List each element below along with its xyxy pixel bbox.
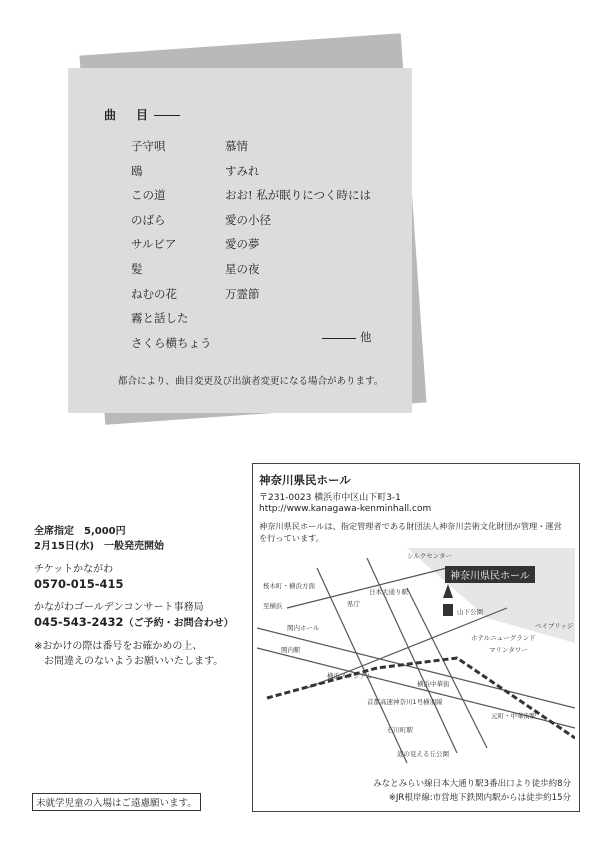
map-place: 関内ホール [287, 624, 320, 632]
program-heading [104, 106, 180, 123]
children-notice: 未就学児童の入場はご遠慮願います。 [32, 793, 201, 811]
map-place: 港の見える丘公園 [397, 750, 449, 758]
venue-description: 神奈川県民ホールは、指定管理者である財団法人神奈川芸術文化財団が管理・運営を行っています。 [259, 521, 562, 543]
song-title: のばら [131, 212, 166, 227]
venue-url[interactable]: http://www.kanagawa-kenminhall.com [259, 504, 432, 514]
map-place: 元町・中華街駅 [491, 712, 537, 720]
song-title: 星の夜 [225, 261, 260, 276]
map-place: 日本大通り駅 [369, 588, 408, 596]
song-title: サルビア [131, 237, 177, 252]
ticket-info [34, 524, 234, 669]
venue-map-label: 神奈川県民ホール [450, 571, 530, 582]
office-phone-note: （ご予約・お問合わせ） [123, 618, 234, 629]
access-info-1: みなとみらい線日本大通り駅3番出口より徒歩約8分 [373, 779, 571, 789]
map-place: ベイブリッジ [535, 622, 574, 630]
song-title: ねむの花 [131, 286, 177, 301]
venue-address: 〒231-0023 横浜市中区山下町3-1 [259, 493, 401, 503]
vendor-phone: 0570-015-415 [34, 577, 124, 591]
venue-marker [443, 604, 453, 616]
map-place: 桜木町・横浜方面 [263, 582, 315, 590]
ticket-price: 全席指定 5,000円 [34, 526, 126, 537]
song-title: 鴎 [131, 163, 143, 178]
song-title: 子守唄 [131, 139, 166, 153]
map-place: 山下公園 [457, 608, 483, 616]
song-title: すみれ [225, 163, 260, 178]
program-etc: 他 [322, 325, 372, 349]
map-place: ホテルニューグランド [471, 634, 536, 642]
map-place: 石川町駅 [387, 726, 413, 734]
song-title: 万霊節 [225, 286, 260, 301]
seat-note-1: ※おかけの際は番号をお確かめの上、 [34, 641, 203, 652]
vendor-name: チケットかながわ [34, 564, 114, 575]
access-info-2: ※JR根岸線:市営地下鉄関内駅からは徒歩約15分 [388, 793, 571, 803]
song-title: おお! 私が眠りにつく時には [225, 188, 372, 203]
map-place: 関内駅 [281, 646, 301, 654]
map-place: 横浜中華街 [417, 680, 450, 688]
seat-note-2: お間違えのないようお願いいたします。 [44, 656, 224, 667]
song-title: この道 [131, 188, 166, 203]
map-place: 首都高速神奈川1号横羽線 [367, 698, 443, 706]
sale-date: 2月15日(水) 一般発売開始 [34, 541, 165, 552]
program-right-column [225, 134, 371, 306]
song-title: 愛の小径 [225, 212, 271, 227]
program-left-column [131, 134, 212, 355]
office-phone-line [34, 615, 234, 631]
song-title: 霧と話した [131, 311, 189, 326]
venue-name: 神奈川県民ホール [259, 473, 351, 487]
map-place: 県庁 [347, 600, 360, 608]
song-title: さくら横ちょう [131, 335, 212, 350]
map-place: 横浜スタジアム [327, 672, 373, 680]
map-place: 至横浜 [263, 602, 283, 610]
map-place: マリンタワー [489, 646, 528, 654]
venue-map-panel [252, 463, 580, 812]
office-name: かながわゴールデンコンサート事務局 [34, 602, 204, 613]
area-map [257, 548, 575, 770]
program-change-note: 都合により、曲目変更及び出演者変更になる場合があります。 [118, 376, 384, 387]
office-phone: 045-543-2432 [34, 615, 124, 629]
song-title: 愛の夢 [225, 237, 260, 252]
program-heading-text: 曲 目 [104, 108, 153, 122]
song-title: 慕情 [225, 139, 248, 153]
map-place: シルクセンター [407, 552, 452, 560]
song-title: 髪 [131, 261, 143, 276]
